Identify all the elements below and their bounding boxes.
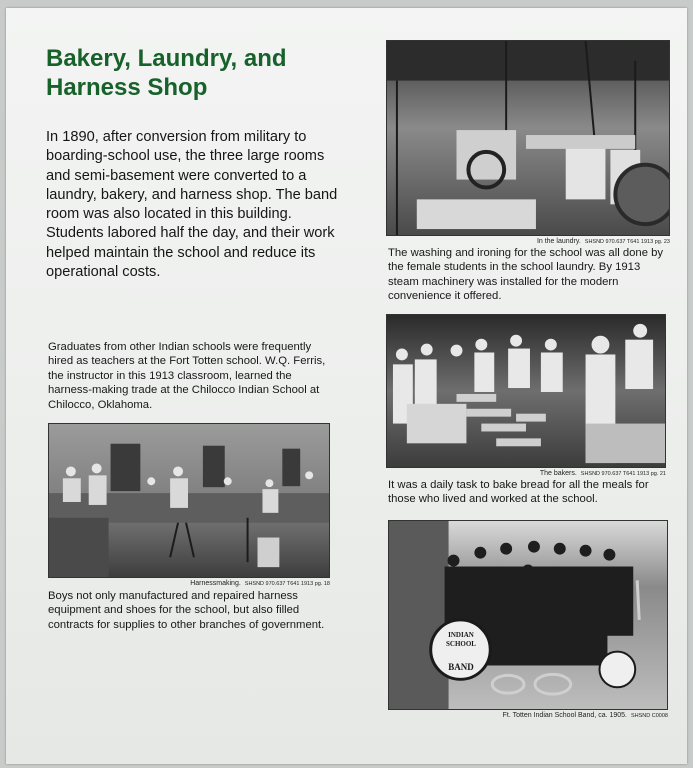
band-source: SHSND C0008: [631, 713, 668, 719]
intro-paragraph: In 1890, after conversion from military to boarding-school use, the three large rooms and semi-basement were converted to a laundry, bakery, and harness shop. The band room was also located in this building. Students labored half the day, and their work helped maintain the school and reduce its operational costs.: [46, 129, 338, 281]
band-drum-label: [437, 631, 485, 673]
harnessmaking-source: SHSND 970.637 T641 1913 pg. 18: [244, 581, 330, 587]
band-credit: [440, 711, 668, 721]
band-credit-label: Ft. Totten Indian School Band, ca. 1905.: [502, 712, 627, 719]
drum-text-top: INDIAN SCHOOL: [446, 631, 476, 648]
bakers-source: SHSND 970.637 T641 1913 pg. 21: [580, 471, 666, 477]
harnessmaking-credit: [130, 579, 330, 589]
page-title: Bakery, Laundry, and Harness Shop: [46, 45, 287, 101]
harnessmaking-credit-label: Harnessmaking.: [190, 580, 241, 587]
teacher-note-paragraph: Graduates from other Indian schools were frequently hired as teachers at the Fort Totten school. W.Q. Ferris, the instructor in this 1913 classroom, learned the harness-making trade at the Chilocco Indian School at Chilocco, Oklahoma.: [48, 341, 326, 411]
band-photo: [388, 520, 668, 710]
bakers-caption: It was a daily task to bake bread for all the meals for those who lived and worked at the school.: [388, 479, 649, 506]
bakers-credit-label: The bakers.: [539, 470, 577, 477]
harnessmaking-photo: [48, 423, 330, 578]
harnessmaking-caption: Boys not only manufactured and repaired harness equipment and shoes for the school, but also filled contracts for supplies to other branches of government.: [48, 590, 325, 631]
drum-text-bottom: BAND: [448, 662, 474, 672]
bakers-photo: [386, 314, 666, 468]
laundry-photo: [386, 40, 670, 236]
laundry-caption: The washing and ironing for the school was all done by the female students in the school laundry. By 1913 steam machinery was installed for the modern convenience it offered.: [388, 247, 664, 303]
laundry-credit-label: In the laundry.: [536, 238, 581, 245]
laundry-source: SHSND 970.637 T641 1913 pg. 23: [584, 239, 670, 245]
